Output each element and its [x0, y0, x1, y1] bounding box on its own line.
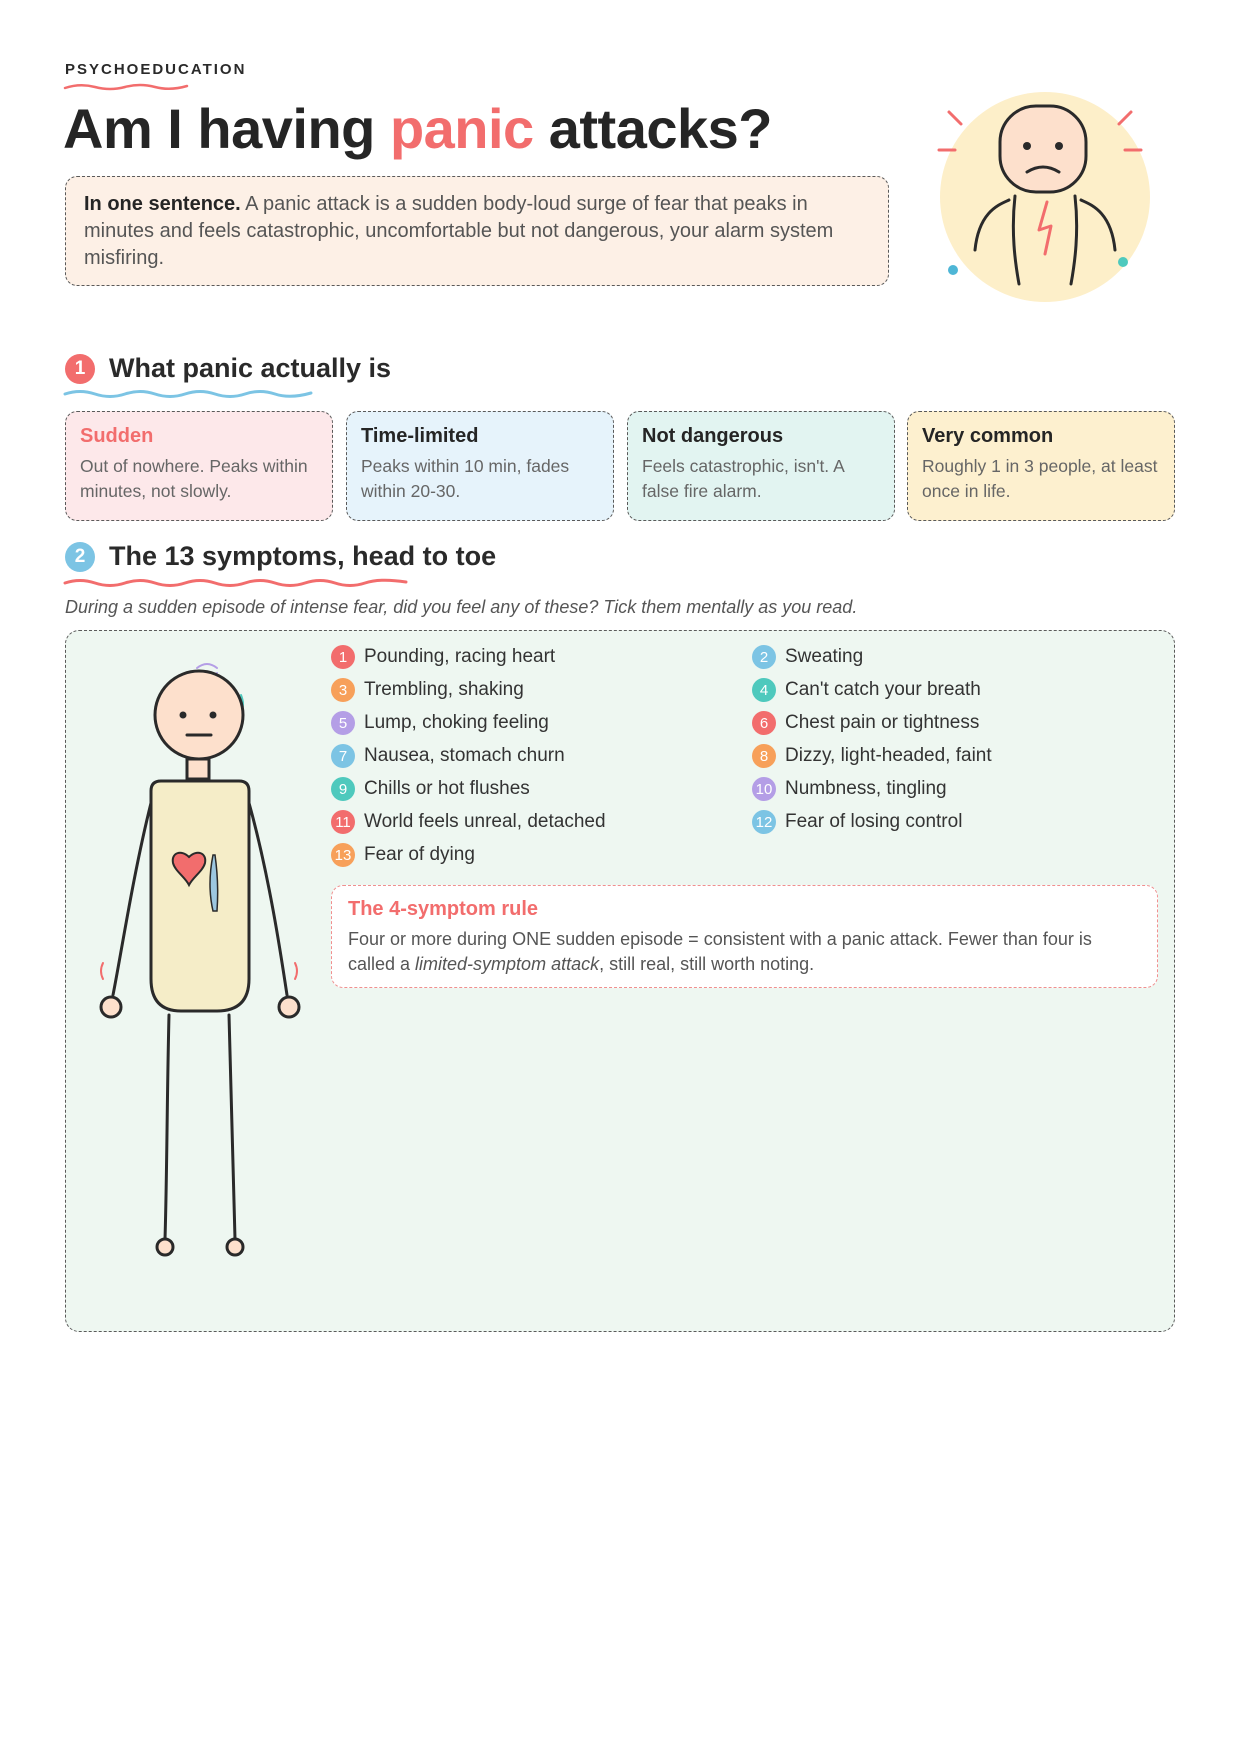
- rule-body-part-2: , still real, still worth noting.: [599, 954, 815, 974]
- summary-box: [65, 176, 889, 286]
- section-2-underline-squiggle: [63, 577, 408, 589]
- symptom-label: Lump, choking feeling: [364, 712, 549, 733]
- eyebrow-label: PSYCHOEDUCATION: [65, 61, 247, 78]
- symptom-item: [752, 744, 992, 768]
- symptom-number-badge: 8: [752, 744, 776, 768]
- fact-card-sudden: [65, 411, 333, 521]
- symptom-label: Fear of losing control: [785, 811, 963, 832]
- symptom-label: Sweating: [785, 646, 864, 667]
- rule-body-part-1: Four or more during ONE sudden episode = consistent with a panic attack. Fewer than four is called a: [348, 929, 1092, 974]
- section-1-number: 1: [65, 354, 95, 384]
- fact-card-very-common: [907, 411, 1175, 521]
- symptom-label: Can't catch your breath: [785, 679, 981, 700]
- symptom-label: Fear of dying: [364, 844, 475, 865]
- section-2-heading: [65, 541, 496, 572]
- symptom-number-badge: 2: [752, 645, 776, 669]
- symptom-label: Chest pain or tightness: [785, 712, 980, 733]
- symptom-number-badge: 4: [752, 678, 776, 702]
- title-part-1: Am I having: [63, 97, 390, 160]
- four-symptom-rule-box: [331, 885, 1158, 988]
- symptom-number-badge: 13: [331, 843, 355, 867]
- symptom-label: Dizzy, light-headed, faint: [785, 745, 992, 766]
- symptom-item: [331, 645, 555, 669]
- symptom-label: Nausea, stomach churn: [364, 745, 565, 766]
- symptom-label: Pounding, racing heart: [364, 646, 556, 667]
- section-1-heading: [65, 353, 391, 384]
- symptom-item: [331, 711, 549, 735]
- symptom-item: [331, 744, 565, 768]
- section-1-underline-squiggle: [63, 388, 313, 400]
- symptom-label: Chills or hot flushes: [364, 778, 530, 799]
- symptom-number-badge: 10: [752, 777, 776, 801]
- symptom-label: Numbness, tingling: [785, 778, 947, 799]
- summary-text: A panic attack is a sudden body-loud surge of fear that peaks in minutes and feels catastrophic, uncomfortable but not dangerous, your alarm system misfiring.: [84, 193, 834, 269]
- title-part-2: attacks?: [533, 97, 772, 160]
- fact-card-time-limited: [346, 411, 614, 521]
- symptom-number-badge: 1: [331, 645, 355, 669]
- symptom-number-badge: 12: [752, 810, 776, 834]
- fact-card-body: Feels catastrophic, isn't. A false fire alarm.: [642, 456, 844, 501]
- title-accent: panic: [389, 97, 534, 160]
- rule-body: [348, 927, 1141, 977]
- fact-card-title: Sudden: [80, 425, 154, 447]
- symptom-number-badge: 11: [331, 810, 355, 834]
- symptom-item: [752, 777, 947, 801]
- fact-card-title: Very common: [922, 425, 1054, 447]
- fact-card-not-dangerous: [627, 411, 895, 521]
- fact-card-body: Peaks within 10 min, fades within 20-30.: [361, 456, 570, 501]
- symptom-label: World feels unreal, detached: [364, 811, 606, 832]
- section-2-title: The 13 symptoms, head to toe: [109, 541, 497, 571]
- fact-card-title: Time-limited: [361, 425, 479, 447]
- fact-card-body: Roughly 1 in 3 people, at least once in life.: [922, 456, 1158, 501]
- rule-body-emphasis: limited-symptom attack: [415, 954, 600, 974]
- symptom-item: [331, 843, 475, 867]
- anxious-person-illustration: [935, 92, 1155, 312]
- symptom-item: [752, 678, 981, 702]
- fact-card-body: Out of nowhere. Peaks within minutes, not slowly.: [80, 456, 308, 501]
- eyebrow-underline-squiggle: [63, 82, 189, 92]
- symptom-number-badge: 3: [331, 678, 355, 702]
- symptom-number-badge: 6: [752, 711, 776, 735]
- page-title: [63, 96, 772, 161]
- symptom-item: [331, 777, 530, 801]
- symptom-number-badge: 7: [331, 744, 355, 768]
- body-figure-illustration: [85, 655, 325, 1295]
- symptom-item: [752, 645, 863, 669]
- symptom-item: [331, 810, 606, 834]
- symptom-number-badge: 9: [331, 777, 355, 801]
- section-2-number: 2: [65, 542, 95, 572]
- symptoms-instruction: During a sudden episode of intense fear, did you feel any of these? Tick them mentally as you read.: [65, 597, 858, 617]
- section-1-title: What panic actually is: [109, 353, 392, 383]
- symptom-item: [752, 711, 979, 735]
- symptom-number-badge: 5: [331, 711, 355, 735]
- summary-lead: In one sentence.: [84, 193, 241, 215]
- fact-card-title: Not dangerous: [642, 425, 784, 447]
- symptom-label: Trembling, shaking: [364, 679, 524, 700]
- rule-title: The 4-symptom rule: [348, 898, 539, 920]
- symptom-item: [331, 678, 524, 702]
- symptom-item: [752, 810, 962, 834]
